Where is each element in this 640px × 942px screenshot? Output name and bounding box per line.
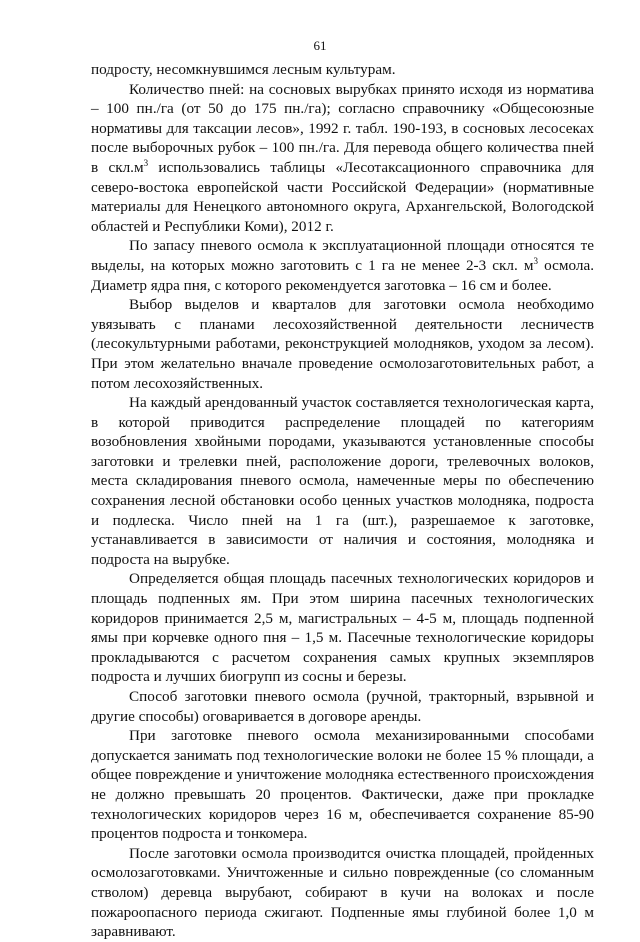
paragraph xyxy=(91,236,594,295)
paragraph-text: Способ заготовки пневого осмола (ручной, тракторный, взрывной и другие способы) оговаривается в договоре аренды. xyxy=(91,688,594,725)
paragraph xyxy=(91,60,594,80)
superscript: 3 xyxy=(533,255,539,266)
paragraph-text: После заготовки осмола производится очистка площадей, пройденных осмолозаготовками. Уничтоженные и сильно поврежденные (со сломанным стволом) деревца вырубают, собирают в кучи на волоках и после пожароопасного периода сжигают. Подпенные ямы глубиной более 1,0 м заравнивают. xyxy=(91,844,594,941)
paragraph-text: использовались таблицы «Лесотаксационного справочника для северо-востока европейской части Российской Федерации» (нормативные материалы для Ненецкого автономного округа, Архангельской, Вологодской областей и Республики Коми), 2012 г. xyxy=(91,158,594,235)
body-text xyxy=(91,60,594,942)
paragraph-text: подросту, несомкнувшимся лесным культурам. xyxy=(91,61,396,78)
paragraph xyxy=(91,726,594,844)
paragraph xyxy=(91,393,594,569)
page-number: 61 xyxy=(313,38,327,53)
paragraph xyxy=(91,569,594,687)
paragraph-text: осмола. Диаметр ядра пня, с которого рекомендуется заготовка – 16 см и более. xyxy=(91,256,594,294)
paragraph xyxy=(91,844,594,942)
paragraph-text: Определяется общая площадь пасечных технологических коридоров и площадь подпенных ям. При этом ширина пасечных технологических коридоров принимается 2,5 м, магистральных – 4-5 м, площадь подпенной ямы при корчевке одного пня – 1,5 м. Пасечные технологические коридоры прокладываются с расчетом сохранения самых крупных экземпляров подроста и лучших биогрупп из сосны и березы. xyxy=(91,570,594,686)
paragraph-text: Выбор выделов и кварталов для заготовки осмола необходимо увязывать с планами лесохозяйственной деятельности лесничеств (лесокультурными работами, реконструкцией молодняков, уходом за лесом). При этом желательно вначале проведение осмолозаготовительных работ, а потом лесохозяйственных. xyxy=(91,296,594,392)
paragraph-text: По запасу пневого осмола к эксплуатационной площади относятся те выделы, на которых можно заготовить с 1 га не менее 2-3 скл. м xyxy=(91,237,594,274)
superscript: 3 xyxy=(143,157,149,168)
paragraph-text: На каждый арендованный участок составляется технологическая карта, в которой приводится распределение площадей по категориям возобновления хвойными породами, указываются установленные способы заготовки и трелевки пней, расположение дороги, трелевочных волоков, места складирования пневого осмола, намеченные меры по обеспечению сохранения лесной обстановки особо ценных участков молодняка, подроста и подлеска. Число пней на 1 га (шт.), разрешаемое к заготовке, устанавливается в зависимости от наличия и состояния, молодняка и подроста на вырубке. xyxy=(91,394,594,568)
paragraph-text: При заготовке пневого осмола механизированными способами допускается занимать под технологические волоки не более 15 % площади, а общее повреждение и уничтожение молодняка естественного происхождения не должно превышать 20 процентов. Фактически, даже при прокладке технологических коридоров через 16 м, обеспечивается сохранение 85-90 процентов подроста и тонкомера. xyxy=(91,727,594,843)
paragraph-text: Количество пней: на сосновых вырубках принято исходя из норматива – 100 пн./га (от 50 до 175 пн./га); согласно справочнику «Общесоюзные нормативы для таксации лесов», 1992 г. табл. 190-193, в сосновых лесосеках после выборочных рубок – 100 пн./га. Для перевода общего количества пней в скл.м xyxy=(91,80,594,176)
paragraph xyxy=(91,80,594,237)
paragraph xyxy=(91,687,594,726)
paragraph xyxy=(91,295,594,393)
